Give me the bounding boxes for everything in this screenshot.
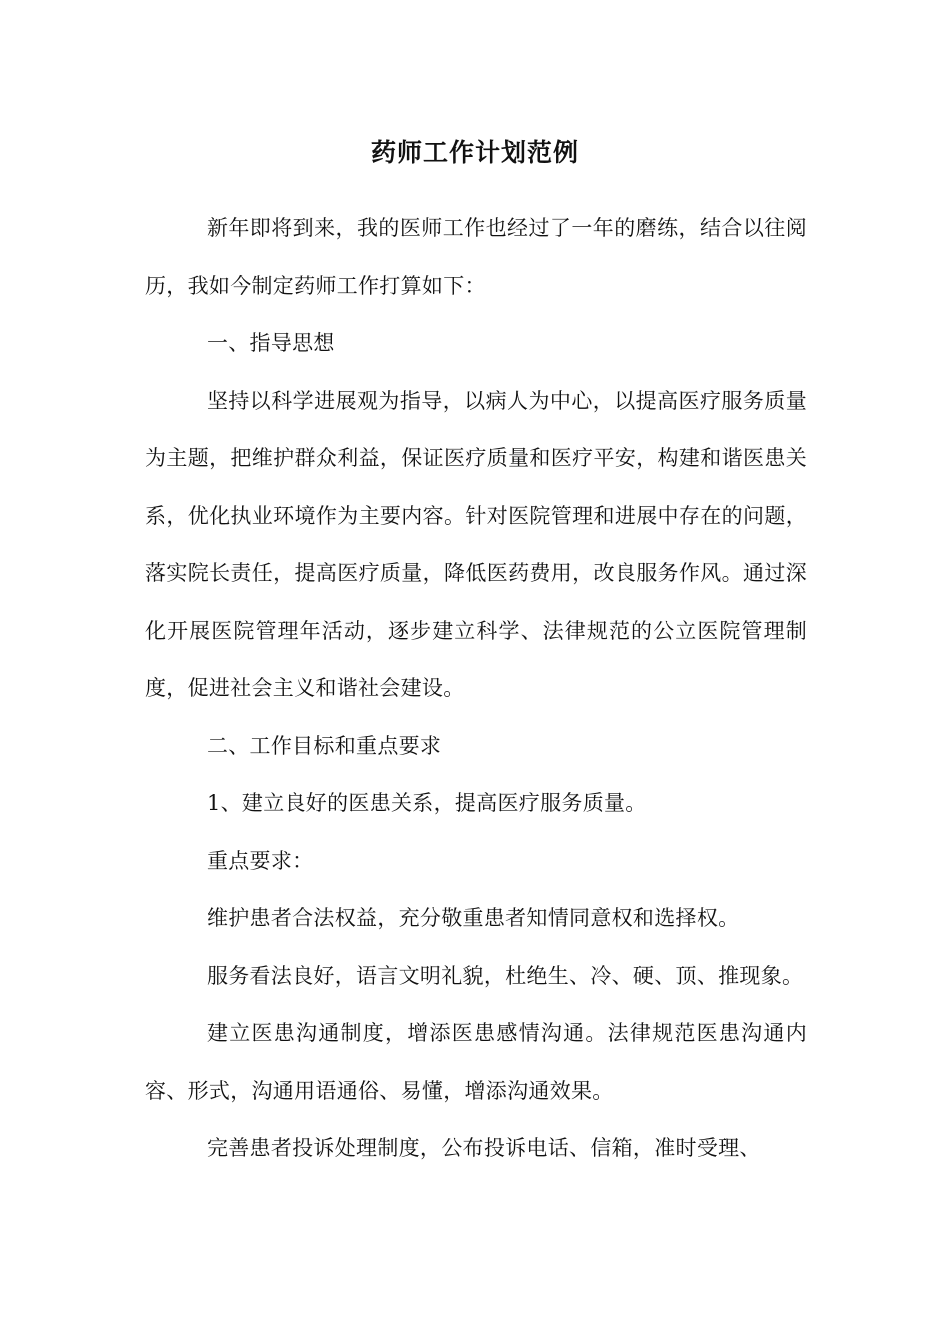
section-heading-goals: 二、工作目标和重点要求 <box>206 733 442 758</box>
paragraph-intro: 新年即将到来，我的医师工作也经过了一年的磨练，结合以往阅历，我如今制定药师工作打算如下： <box>145 216 807 298</box>
paragraph-requirement-service: 服务看法良好，语言文明礼貌，杜绝生、冷、硬、顶、推现象。 <box>206 963 804 988</box>
paragraph-key-requirements-label: 重点要求： <box>206 848 314 873</box>
paragraph-requirement-communication: 建立医患沟通制度，增添医患感情沟通。法律规范医患沟通内容、形式，沟通用语通俗、易懂，增添沟通效果。 <box>145 1021 807 1103</box>
paragraph-requirement-rights: 维护患者合法权益，充分敬重患者知情同意权和选择权。 <box>206 906 740 930</box>
document-body <box>145 200 807 1178</box>
paragraph-guiding-thought: 坚持以科学进展观为指导，以病人为中心，以提高医疗服务质量为主题，把维护群众利益，保证医疗质量和医疗平安，构建和谐医患关系，优化执业环境作为主要内容。针对医院管理和进展中存在的问题，落实院长责任，提高医疗质量，降低医药费用，改良服务作风。通过深化开展医院管理年活动，逐步建立科学、法律规范的公立医院管理制度，促进社会主义和谐社会建设。 <box>145 388 807 700</box>
paragraph-goal-1: 1、建立良好的医患关系，提高医疗服务质量。 <box>206 791 647 815</box>
document-title: 药师工作计划范例 <box>370 138 579 167</box>
paragraph-requirement-complaints: 完善患者投诉处理制度，公布投诉电话、信箱，准时受理、 <box>206 1136 761 1160</box>
section-heading-guiding-thought: 一、指导思想 <box>206 331 335 355</box>
